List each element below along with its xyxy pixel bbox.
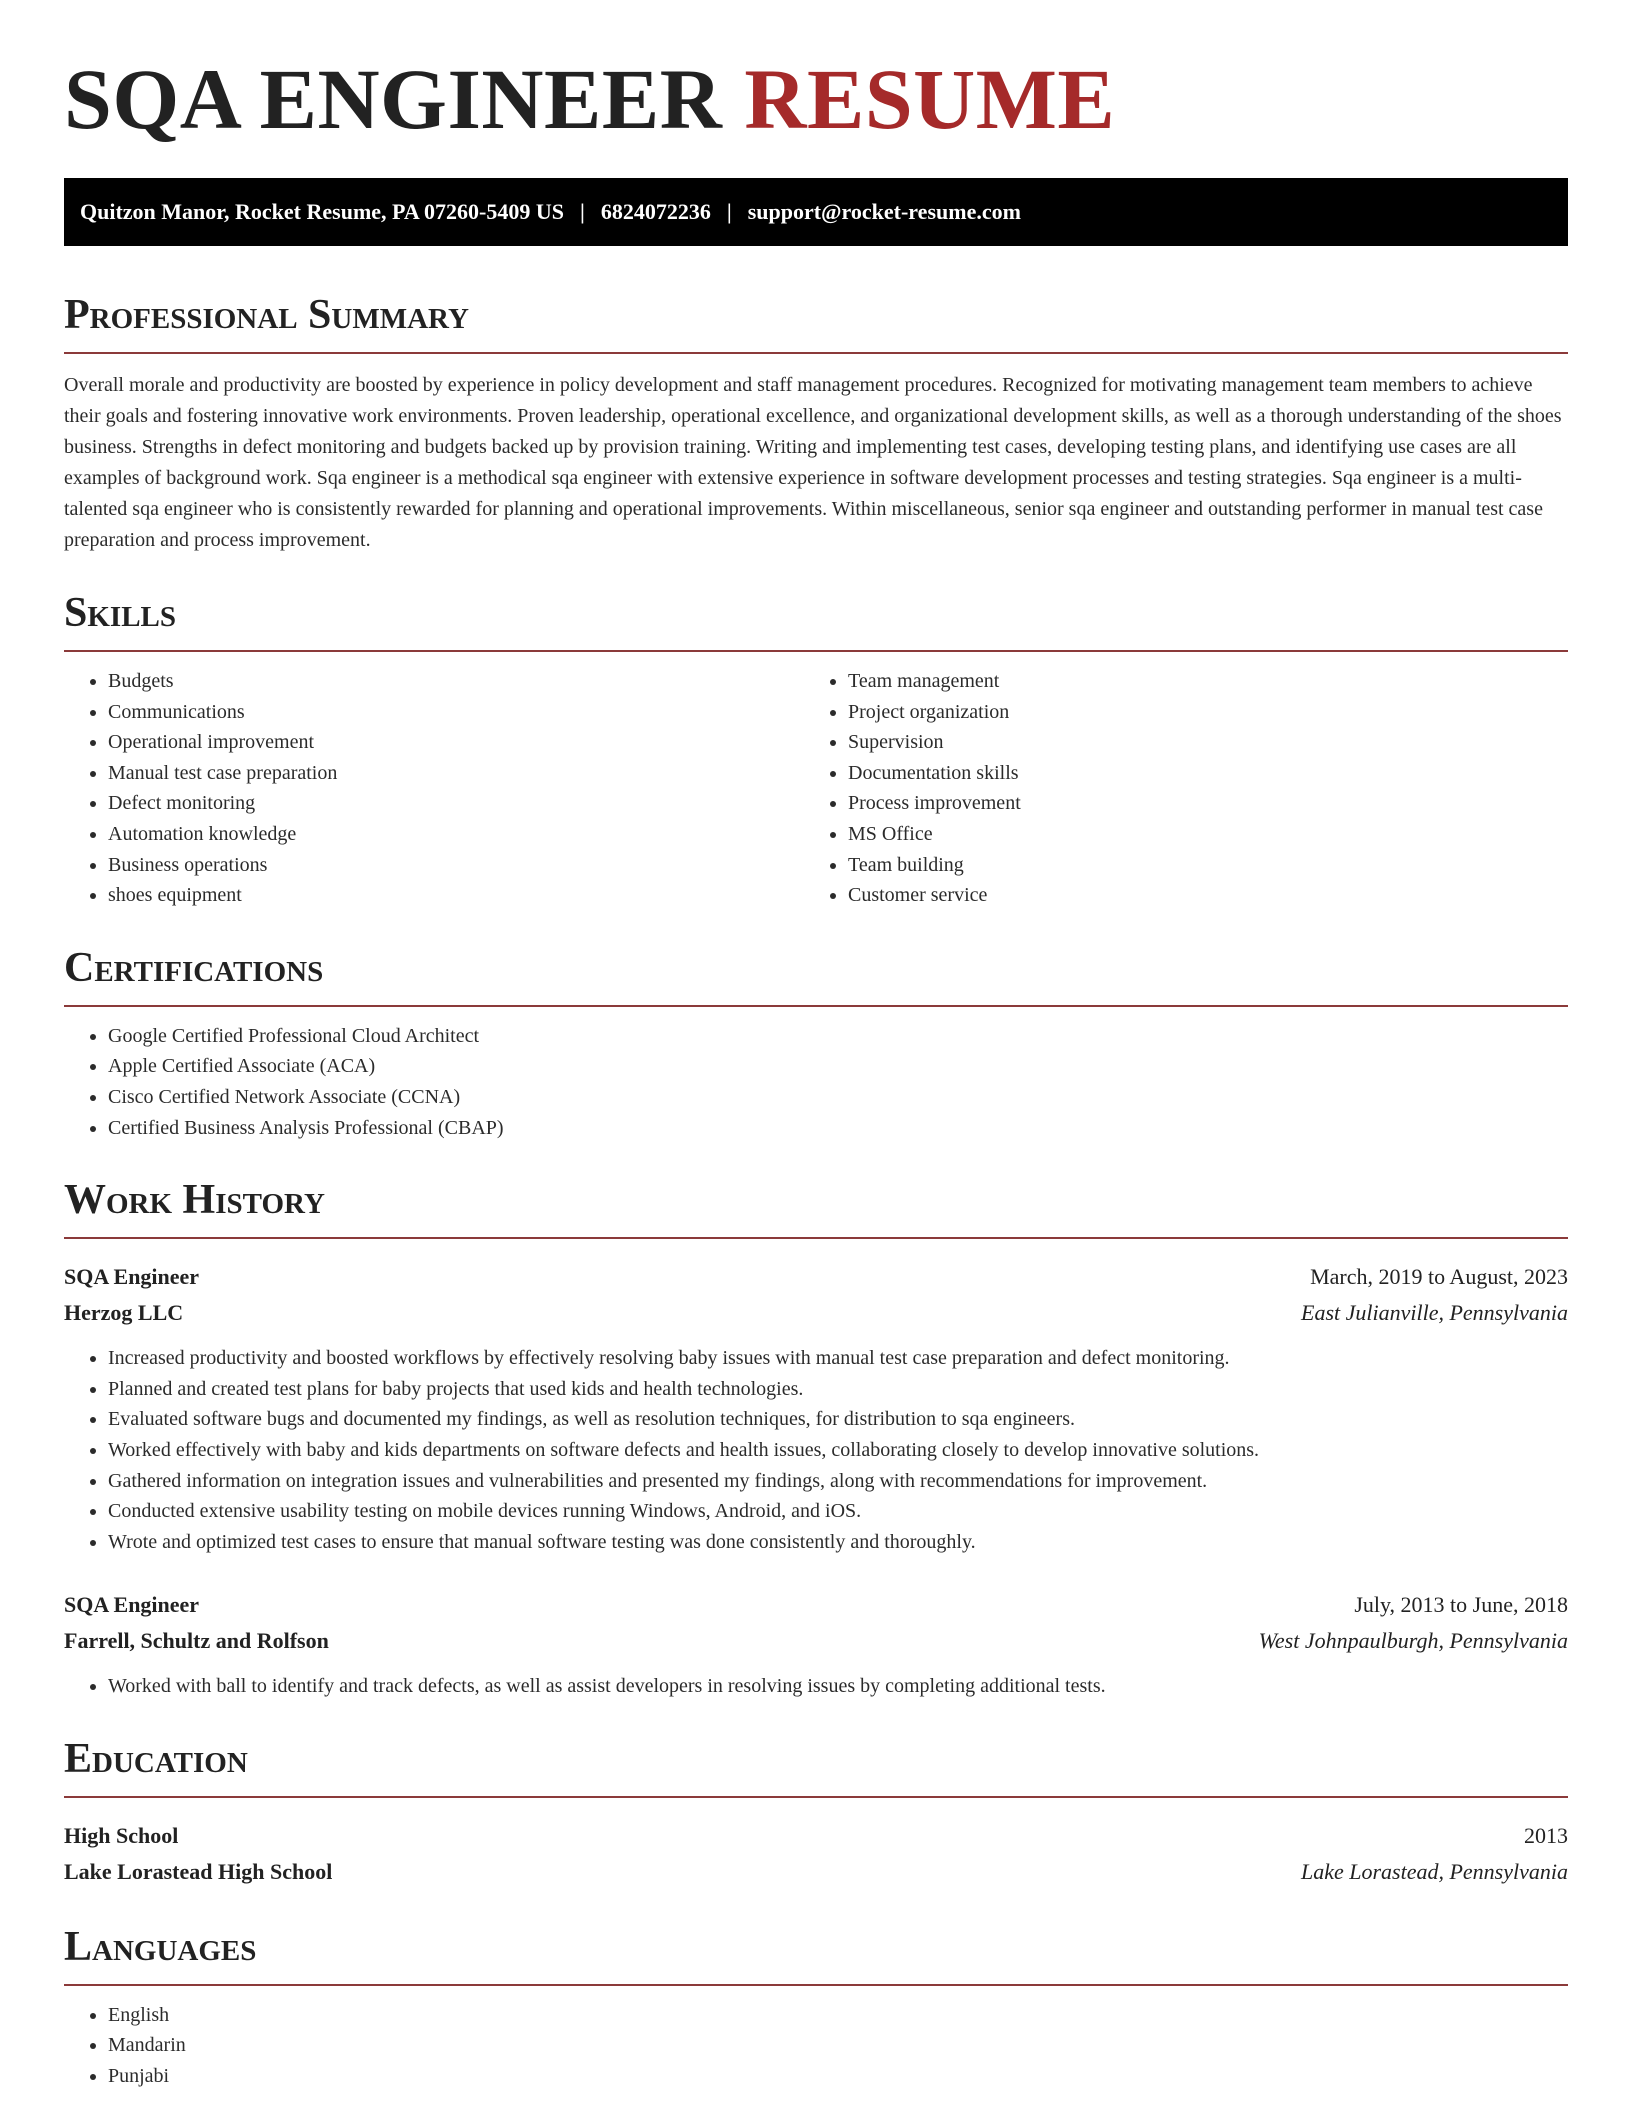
list-item: • Business operations xyxy=(108,850,804,881)
job-company-row xyxy=(64,1623,1568,1659)
list-item: • Operational improvement xyxy=(108,727,804,758)
job-entry xyxy=(64,1259,1568,1557)
education-school: Lake Lorastead High School xyxy=(64,1858,333,1884)
education-year: 2013 xyxy=(1524,1822,1568,1848)
resume-title-accent: RESUME xyxy=(744,51,1116,147)
certifications-list xyxy=(64,1021,1568,1143)
education-location: Lake Lorastead, Pennsylvania xyxy=(1300,1858,1568,1884)
list-item: • Customer service xyxy=(848,880,1568,911)
languages-list xyxy=(64,2000,1568,2092)
job-title-row xyxy=(64,1587,1568,1623)
contact-separator: | xyxy=(726,199,732,224)
list-item: • Wrote and optimized test cases to ensure that manual software testing was done consistently and thoroughly. xyxy=(108,1527,1568,1558)
list-item: • shoes equipment xyxy=(108,880,804,911)
job-bullets xyxy=(64,1671,1568,1702)
skills-heading: Skills xyxy=(64,592,1568,652)
education-heading: Education xyxy=(64,1738,1568,1798)
list-item: • Planned and created test plans for baby projects that used kids and health technologies. xyxy=(108,1374,1568,1405)
job-title: SQA Engineer xyxy=(64,1264,200,1290)
list-item: • Communications xyxy=(108,697,804,728)
education-school-row xyxy=(64,1854,1568,1890)
job-location: East Julianville, Pennsylvania xyxy=(1301,1300,1568,1326)
list-item: • Team building xyxy=(848,850,1568,881)
list-item: • Manual test case preparation xyxy=(108,758,804,789)
list-item: • Defect monitoring xyxy=(108,788,804,819)
list-item: • Google Certified Professional Cloud Architect xyxy=(108,1021,1568,1052)
education-degree-row xyxy=(64,1818,1568,1854)
job-title-row xyxy=(64,1259,1568,1295)
list-item: • Apple Certified Associate (ACA) xyxy=(108,1051,1568,1082)
job-dates: July, 2013 to June, 2018 xyxy=(1354,1592,1568,1618)
list-item: • MS Office xyxy=(848,819,1568,850)
list-item: • Evaluated software bugs and documented my findings, as well as resolution techniques, for distribution to sqa engineers. xyxy=(108,1404,1568,1435)
job-bullets xyxy=(64,1343,1568,1557)
list-item: • Gathered information on integration issues and vulnerabilities and presented my findings, along with recommendations for improvement. xyxy=(108,1466,1568,1497)
list-item: • Certified Business Analysis Professional (CBAP) xyxy=(108,1113,1568,1144)
education-entry xyxy=(64,1818,1568,1890)
contact-email: support@rocket-resume.com xyxy=(747,199,1021,224)
skills-list-left xyxy=(64,666,804,911)
list-item: • Project organization xyxy=(848,697,1568,728)
list-item: • Conducted extensive usability testing on mobile devices running Windows, Android, and iOS. xyxy=(108,1496,1568,1527)
contact-address: Quitzon Manor, Rocket Resume, PA 07260-5409 US xyxy=(80,199,564,224)
contact-bar xyxy=(64,178,1568,246)
skills-section xyxy=(64,592,1568,911)
education-degree: High School xyxy=(64,1822,179,1848)
job-title: SQA Engineer xyxy=(64,1592,200,1618)
list-item: • Team management xyxy=(848,666,1568,697)
list-item: • Cisco Certified Network Associate (CCNA) xyxy=(108,1082,1568,1113)
certifications-heading: Certifications xyxy=(64,947,1568,1007)
summary-heading: Professional Summary xyxy=(64,294,1568,354)
resume-title-main: SQA ENGINEER xyxy=(64,51,723,147)
list-item: • English xyxy=(108,2000,1568,2031)
list-item: • Documentation skills xyxy=(848,758,1568,789)
list-item: • Worked effectively with baby and kids departments on software defects and health issues, collaborating closely to develop innovative solutions. xyxy=(108,1435,1568,1466)
list-item: • Increased productivity and boosted workflows by effectively resolving baby issues with manual test case preparation and defect monitoring. xyxy=(108,1343,1568,1374)
summary-text: Overall morale and productivity are boosted by experience in policy development and staff management procedures. Recognized for motivating management team members to achieve their goals and fostering innovative work environments. Proven leadership, operational excellence, and organizational development skills, as well as a thorough understanding of the shoes business. Strengths in defect monitoring and budgets backed up by provision training. Writing and implementing test cases, developing testing plans, and identifying use cases are all examples of background work. Sqa engineer is a methodical sqa engineer with extensive experience in software development processes and testing strategies. Sqa engineer is a multi-talented sqa engineer who is consistently rewarded for planning and operational improvements. Within miscellaneous, senior sqa engineer and outstanding performer in manual test case preparation and process improvement. xyxy=(64,374,1562,551)
list-item: • Process improvement xyxy=(848,788,1568,819)
job-entry xyxy=(64,1587,1568,1702)
work-history-section xyxy=(64,1179,1568,1702)
list-item: • Supervision xyxy=(848,727,1568,758)
certifications-section xyxy=(64,944,1568,1143)
work-history-heading: Work History xyxy=(64,1179,1568,1239)
list-item: • Budgets xyxy=(108,666,804,697)
job-company-row xyxy=(64,1295,1568,1331)
job-company: Herzog LLC xyxy=(64,1300,184,1326)
list-item: • Worked with ball to identify and track defects, as well as assist developers in resolving issues by completing additional tests. xyxy=(108,1671,1568,1702)
contact-separator: | xyxy=(579,199,585,224)
languages-section xyxy=(64,1923,1568,2092)
summary-section xyxy=(64,294,1568,556)
list-item: • Punjabi xyxy=(108,2061,1568,2092)
skills-list-right xyxy=(804,666,1568,911)
contact-phone: 6824072236 xyxy=(600,199,711,224)
resume-title xyxy=(64,0,1568,147)
languages-heading: Languages xyxy=(64,1926,1568,1986)
job-dates: March, 2019 to August, 2023 xyxy=(1310,1264,1568,1290)
job-location: West Johnpaulburgh, Pennsylvania xyxy=(1258,1628,1568,1654)
job-company: Farrell, Schultz and Rolfson xyxy=(64,1628,329,1654)
skills-grid xyxy=(64,652,1568,911)
education-section xyxy=(64,1735,1568,1890)
list-item: • Automation knowledge xyxy=(108,819,804,850)
list-item: • Mandarin xyxy=(108,2030,1568,2061)
